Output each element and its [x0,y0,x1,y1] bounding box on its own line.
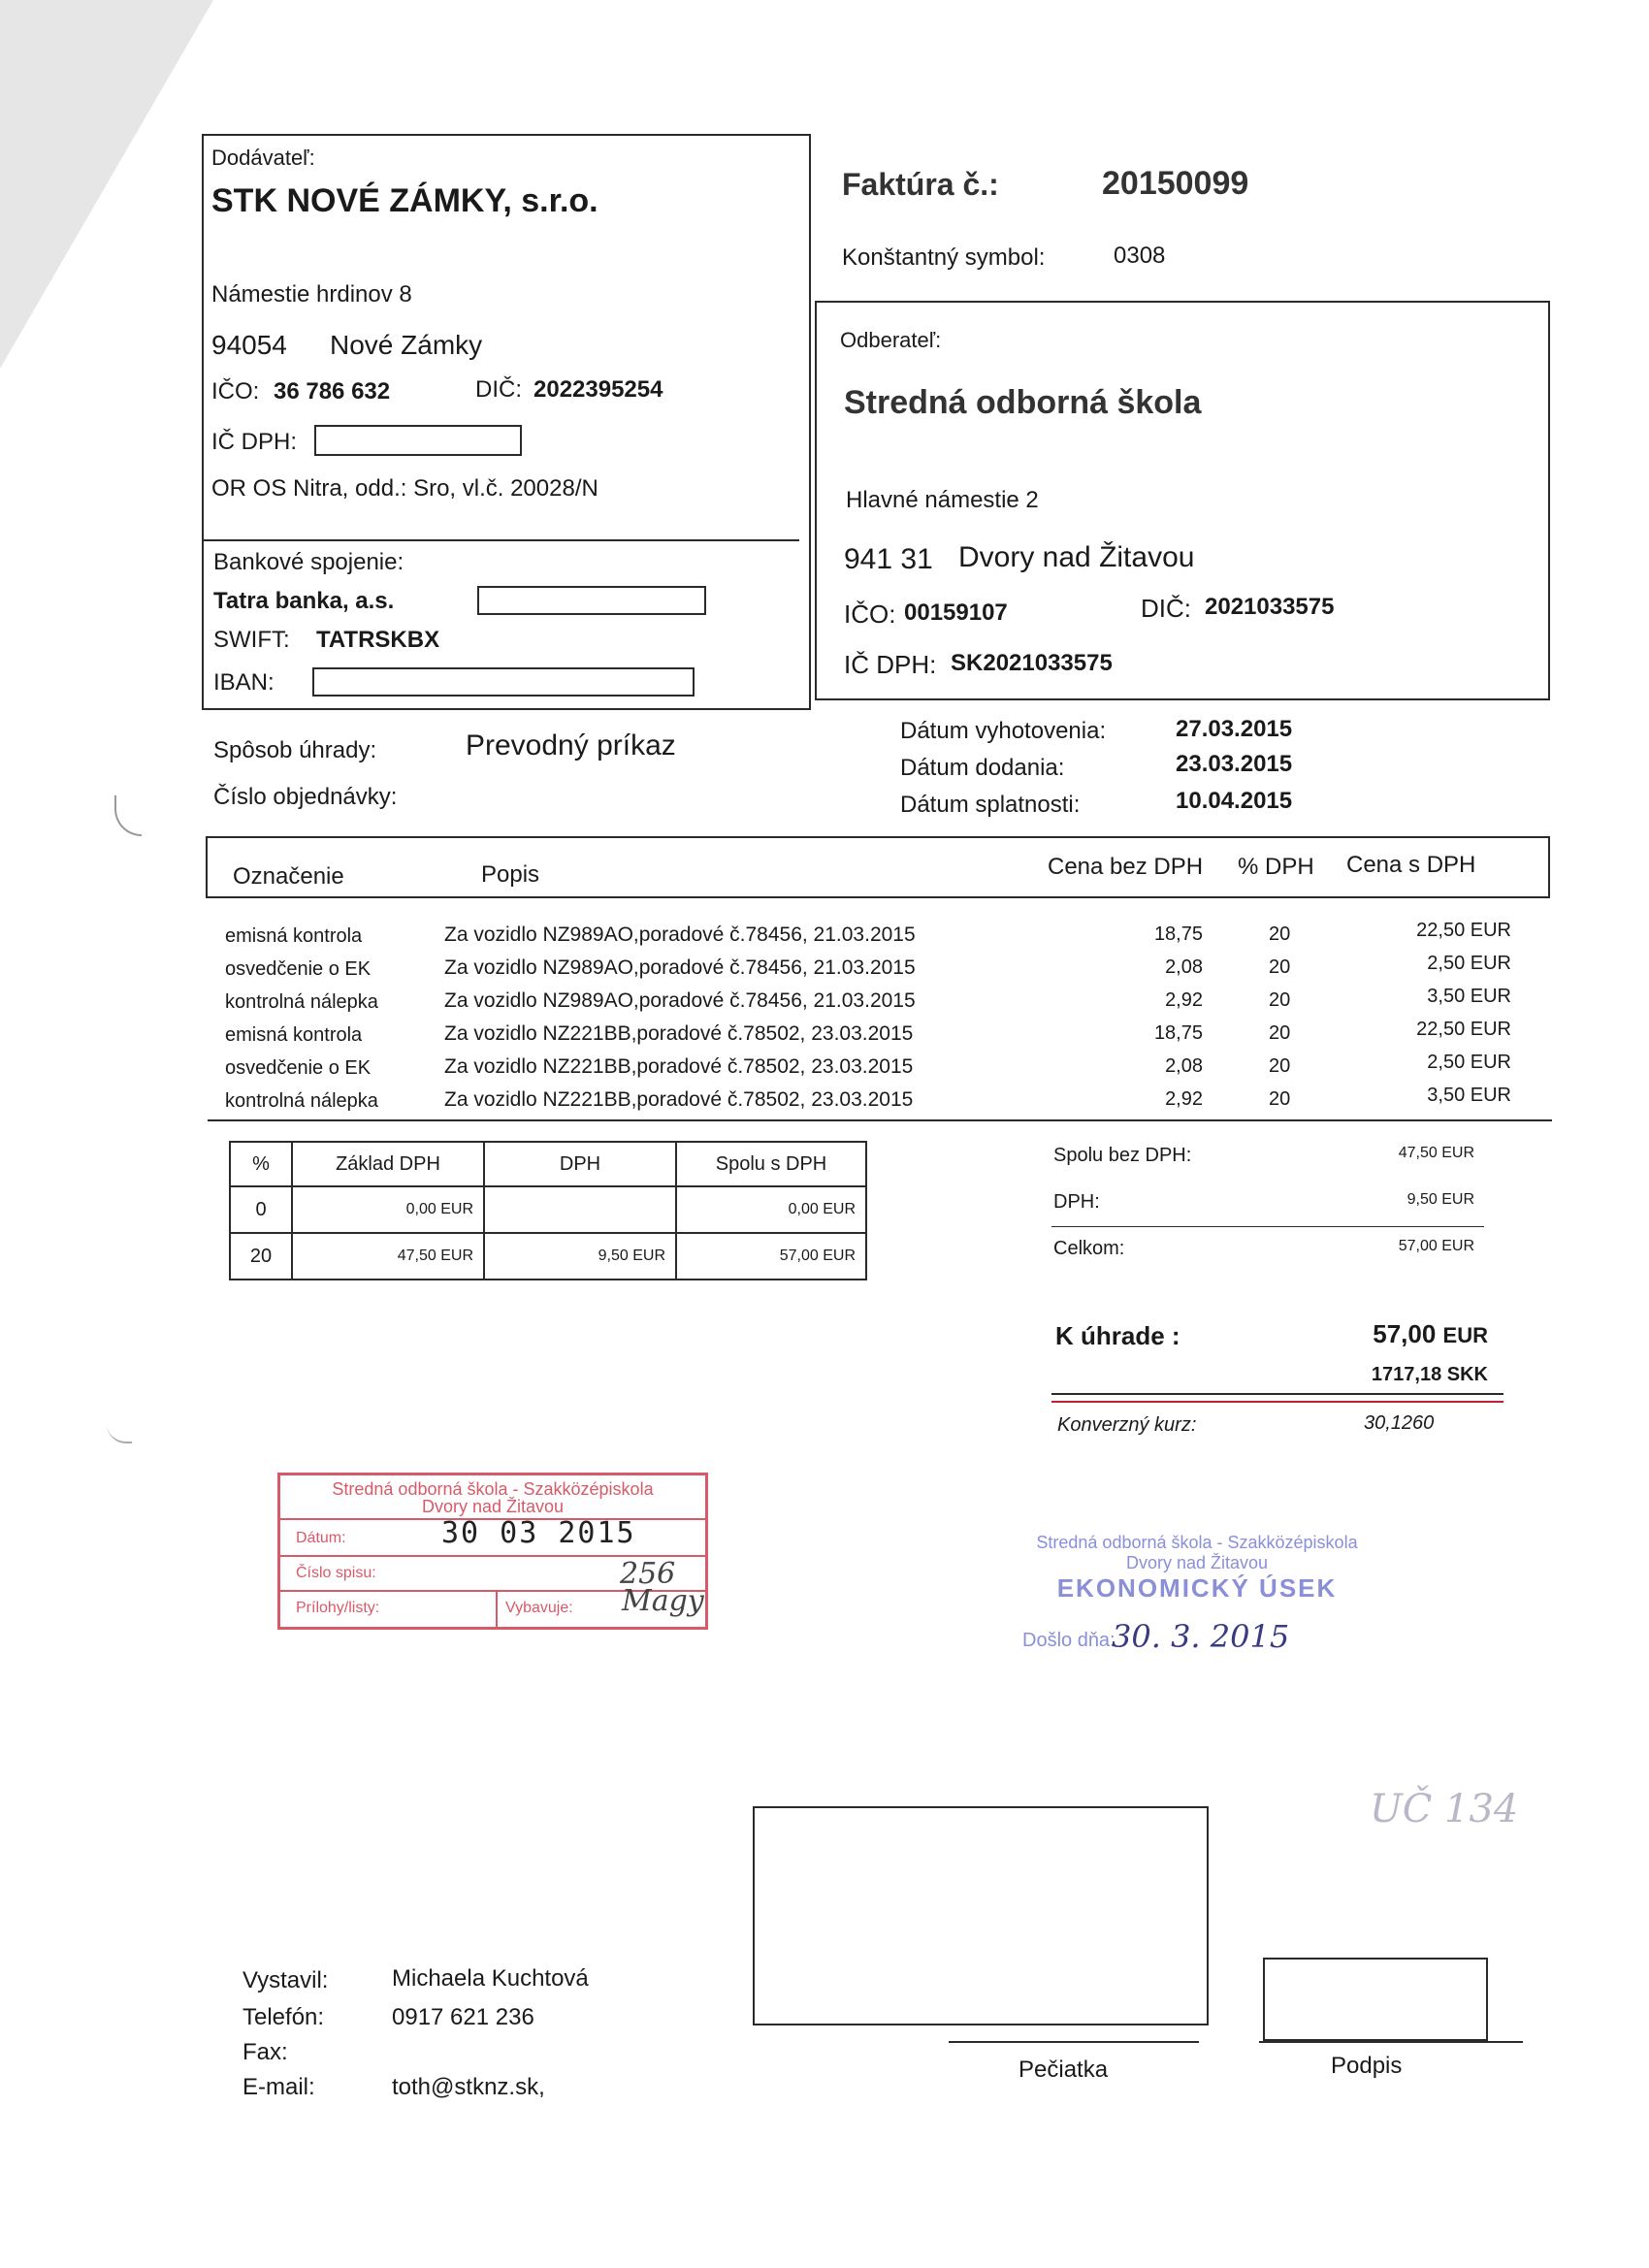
item-total: 2,50 EUR [1427,1052,1511,1073]
item-row [211,920,1511,956]
item-total: 2,50 EUR [1427,953,1511,974]
swift-value: TATRSKBX [316,627,440,653]
item-row [211,953,1511,989]
payment-method-label: Spôsob úhrady: [213,737,377,763]
stamp-school-name: Stredná odborná škola - Szakközépiskola [332,1479,654,1499]
signature-caption: Podpis [1331,2053,1403,2079]
vat-summary-table [229,1141,867,1280]
supplier-register: OR OS Nitra, odd.: Sro, vl.č. 20028/N [211,475,598,502]
vat-header-base: Základ DPH [292,1142,484,1186]
vat-rate: 20 [230,1233,292,1280]
delivery-date: 23.03.2015 [1176,751,1293,777]
bank-name: Tatra banka, a.s. [213,588,395,614]
item-price: 2,92 [1165,989,1203,1011]
item-desc: Za vozidlo NZ989AO,poradové č.78456, 21.03.2015 [444,989,916,1012]
item-code: emisná kontrola [225,925,363,947]
amount-due-skk: 1717,18 SKK [1371,1364,1488,1385]
item-desc: Za vozidlo NZ221BB,poradové č.78502, 23.03.2015 [444,1055,914,1078]
customer-icdph-label: IČ DPH: [844,650,937,679]
payment-method: Prevodný príkaz [466,729,676,761]
swift-label: SWIFT: [213,627,290,653]
items-bottom-line [208,1119,1552,1121]
supplier-divider [204,539,799,541]
department-stamp [1022,1533,1372,1604]
stamp-caption: Pečiatka [1018,2057,1109,2083]
bank-label: Bankové spojenie: [213,549,404,575]
due-double-line-2 [1051,1401,1504,1403]
item-code: kontrolná nálepka [225,991,378,1013]
customer-zip: 941 31 [844,543,933,575]
due-date: 10.04.2015 [1176,788,1293,814]
supplier-icdph-label: IČ DPH: [211,429,298,455]
customer-name: Stredná odborná škola [844,384,1202,421]
handwritten-note: UČ 134 [1370,1787,1519,1831]
item-code: osvedčenie o EK [225,1057,372,1079]
company-stamp-box [753,1806,1209,2025]
amount-due-unit: EUR [1442,1323,1488,1347]
supplier-city: Nové Zámky [330,330,483,360]
amount-due-eur [1373,1319,1488,1349]
col-vat-header: % DPH [1238,854,1314,880]
item-price: 18,75 [1153,1022,1203,1044]
item-row [211,986,1511,1022]
received-label: Došlo dňa: [1022,1630,1116,1651]
supplier-ico: 36 786 632 [274,378,391,405]
supplier-dic-label: DIČ: [475,376,522,403]
vat-base: 47,50 EUR [292,1233,484,1280]
customer-ico-label: IČO: [844,599,896,629]
issued-by-label: Vystavil: [242,1967,329,1993]
email-value: toth@stknz.sk, [392,2074,545,2100]
registry-stamp [277,1473,708,1630]
vat-base: 0,00 EUR [292,1186,484,1233]
customer-label: Odberateľ: [840,328,942,352]
phone-value: 0917 621 236 [392,2004,534,2030]
order-number-label: Číslo objednávky: [213,784,398,810]
item-price: 2,92 [1165,1088,1203,1110]
vat-total-label: DPH: [1053,1191,1100,1213]
item-desc: Za vozidlo NZ989AO,poradové č.78456, 21.03.2015 [444,956,916,979]
item-row [211,1052,1511,1088]
const-symbol-label: Konštantný symbol: [842,244,1046,271]
item-vat: 20 [1269,1088,1291,1110]
received-date: 30. 3. 2015 [1112,1618,1290,1655]
col-desc-header: Popis [481,861,540,888]
vat-total: 0,00 EUR [676,1186,866,1233]
signature-line [1259,2041,1523,2043]
due-double-line-1 [1051,1393,1504,1395]
item-total: 3,50 EUR [1427,986,1511,1007]
signature-box [1263,1958,1488,2041]
stamp-file-value: 256 [620,1557,676,1591]
customer-city: Dvory nad Žitavou [958,541,1195,573]
const-symbol: 0308 [1114,243,1166,269]
invoice-number: 20150099 [1102,165,1249,202]
punch-hole-mark [107,1418,132,1443]
issued-by: Michaela Kuchtová [392,1965,589,1992]
item-code: kontrolná nálepka [225,1090,378,1112]
vat-amount: 9,50 EUR [484,1233,676,1280]
fax-label: Fax: [242,2039,288,2065]
invoice-number-label: Faktúra č.: [842,167,999,202]
customer-ico: 00159107 [904,599,1008,626]
amount-due-label: K úhrade : [1055,1321,1180,1350]
customer-dic-label: DIČ: [1141,594,1191,623]
stamp-school-town: Dvory nad Žitavou [421,1497,565,1516]
item-total: 22,50 EUR [1416,920,1511,941]
punch-hole-mark [114,795,142,836]
customer-street: Hlavné námestie 2 [846,487,1039,513]
vat-total-sum: 9,50 EUR [1406,1191,1474,1208]
iban-label: IBAN: [213,669,275,696]
item-total: 3,50 EUR [1427,1085,1511,1106]
item-vat: 20 [1269,923,1291,945]
issue-date: 27.03.2015 [1176,716,1293,742]
supplier-zip: 94054 [211,330,287,360]
stamp-file-label: Číslo spisu: [296,1565,376,1581]
customer-icdph: SK2021033575 [951,650,1113,676]
iban-field [312,667,695,697]
dept-stamp-school: Stredná odborná škola - Szakközépiskola [1036,1533,1358,1552]
supplier-street: Námestie hrdinov 8 [211,281,412,308]
item-vat: 20 [1269,989,1291,1011]
totals-divider [1051,1226,1484,1227]
dept-stamp-unit: EKONOMICKÝ ÚSEK [1056,1573,1338,1603]
stamp-line [949,2041,1199,2043]
stamp-handler-signature: Magy [622,1584,704,1618]
item-price: 18,75 [1153,923,1203,945]
vat-rate: 0 [230,1186,292,1233]
col-price-header: Cena bez DPH [1048,854,1204,880]
vat-header-rate: % [230,1142,292,1186]
col-total-header: Cena s DPH [1346,852,1476,878]
item-price: 2,08 [1165,1055,1203,1077]
item-row [211,1085,1511,1121]
item-row [211,1019,1511,1055]
net-total: 47,50 EUR [1398,1145,1474,1161]
phone-label: Telefón: [242,2004,325,2030]
col-code-header: Označenie [233,863,344,890]
scan-corner [0,0,213,369]
grand-total: 57,00 EUR [1398,1238,1474,1254]
supplier-icdph-field [314,425,522,456]
item-vat: 20 [1269,1055,1291,1077]
vat-total: 57,00 EUR [676,1233,866,1280]
item-vat: 20 [1269,956,1291,978]
vat-header-total: Spolu s DPH [676,1142,866,1186]
supplier-label: Dodávateľ: [211,146,315,170]
item-desc: Za vozidlo NZ221BB,poradové č.78502, 23.03.2015 [444,1088,914,1111]
item-code: osvedčenie o EK [225,958,372,980]
supplier-dic: 2022395254 [534,376,663,403]
grand-total-label: Celkom: [1053,1238,1125,1259]
dept-stamp-town: Dvory nad Žitavou [1125,1553,1269,1572]
stamp-date-value: 30 03 2015 [441,1516,636,1550]
conversion-rate-label: Konverzný kurz: [1057,1414,1197,1436]
delivery-date-label: Dátum dodania: [900,755,1065,781]
item-desc: Za vozidlo NZ221BB,poradové č.78502, 23.03.2015 [444,1022,914,1045]
due-date-label: Dátum splatnosti: [900,792,1081,818]
item-price: 2,08 [1165,956,1203,978]
vat-amount [484,1186,676,1233]
item-code: emisná kontrola [225,1024,363,1046]
net-total-label: Spolu bez DPH: [1053,1145,1192,1166]
stamp-date-label: Dátum: [296,1530,346,1546]
amount-due-value: 57,00 [1373,1319,1437,1348]
stamp-attachments-label: Prílohy/listy: [296,1600,380,1616]
supplier-ico-label: IČO: [211,378,260,405]
conversion-rate: 30,1260 [1364,1412,1435,1434]
customer-dic: 2021033575 [1205,594,1335,620]
issue-date-label: Dátum vyhotovenia: [900,718,1107,744]
item-total: 22,50 EUR [1416,1019,1511,1040]
vat-header-vat: DPH [484,1142,676,1186]
item-vat: 20 [1269,1022,1291,1044]
stamp-handler-label: Vybavuje: [505,1600,573,1616]
supplier-box [202,134,811,710]
email-label: E-mail: [242,2074,315,2100]
bank-account-field [477,586,706,615]
supplier-name: STK NOVÉ ZÁMKY, s.r.o. [211,182,598,219]
item-desc: Za vozidlo NZ989AO,poradové č.78456, 21.03.2015 [444,923,916,946]
